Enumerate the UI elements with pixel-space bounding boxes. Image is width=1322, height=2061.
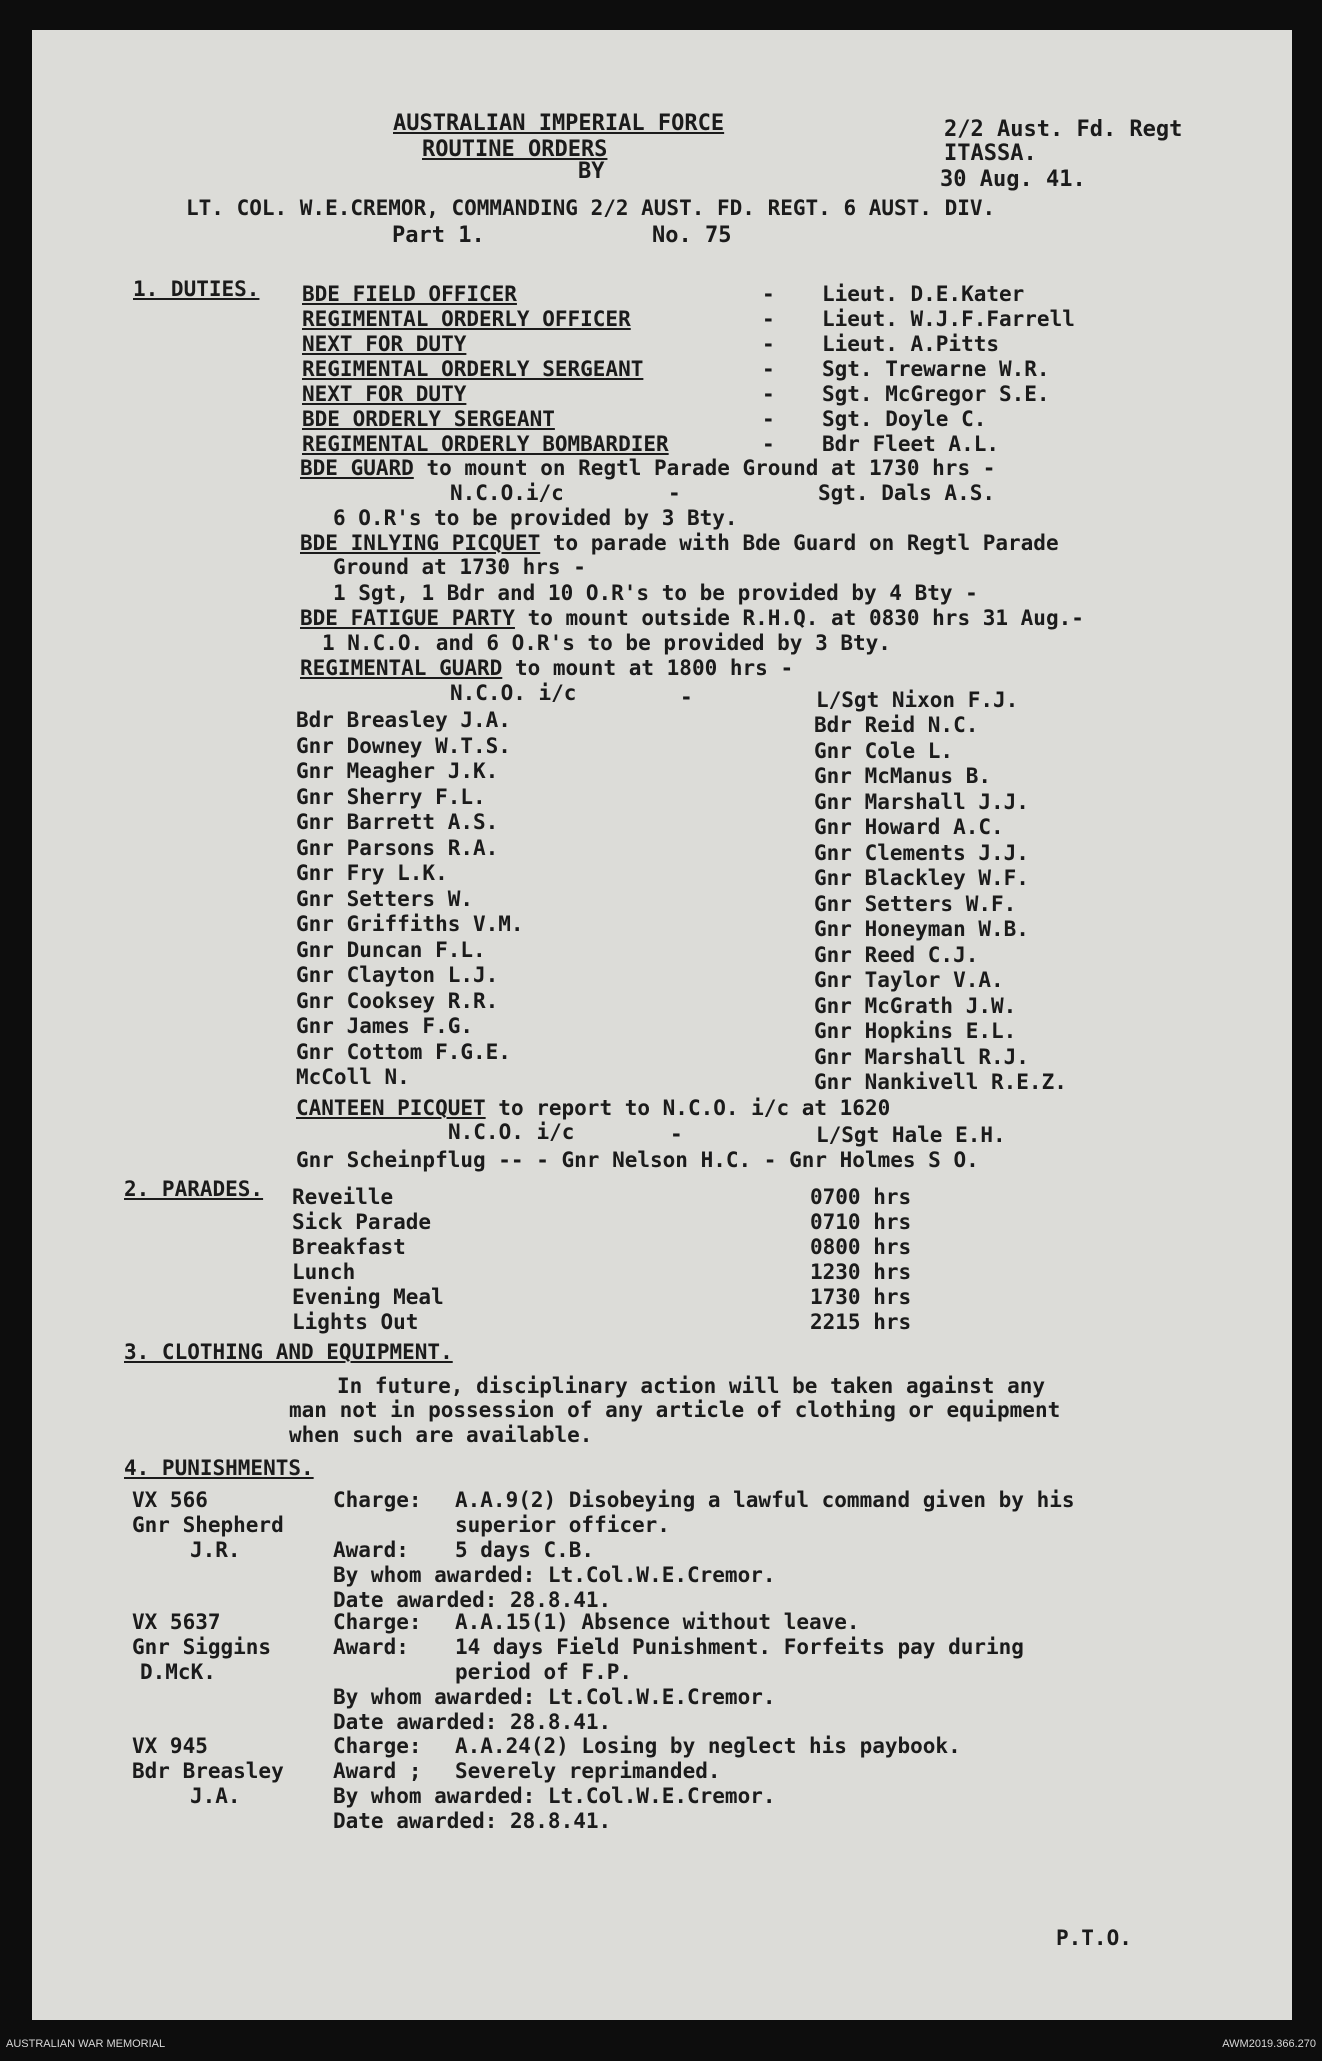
parade-label: Breakfast	[292, 1235, 406, 1259]
picquet-text: to parade with Bde Guard on Regtl Parade	[540, 531, 1059, 555]
header-date: 30 Aug. 41.	[940, 167, 1086, 192]
guard-member: Gnr Meagher J.K.	[296, 759, 499, 783]
guard-member: Gnr Taylor V.A.	[814, 968, 1004, 992]
award-text: 5 days C.B.	[455, 1538, 595, 1562]
header-unit: 2/2 Aust. Fd. Regt	[944, 117, 1183, 142]
guard-member: Gnr Reed C.J.	[814, 942, 979, 967]
guard-member: Gnr Duncan F.L.	[296, 937, 486, 962]
duty-role: BDE ORDERLY SERGEANT	[302, 407, 555, 431]
guard-member: Gnr McManus B.	[814, 764, 992, 788]
award-label: Award:	[333, 1538, 409, 1562]
duty-name: Lieut. A.Pitts	[822, 332, 1000, 356]
parade-label: Evening Meal	[292, 1285, 444, 1309]
duty-name: Lieut. W.J.F.Farrell	[822, 307, 1075, 331]
regimental-guard-nco-label: N.C.O. i/c	[450, 681, 577, 705]
guard-member: McColl N.	[296, 1065, 410, 1089]
guard-member: Gnr Clements J.J.	[814, 840, 1029, 865]
guard-member: Gnr Clayton L.J.	[296, 963, 499, 987]
award-text: 14 days Field Punishment. Forfeits pay during	[455, 1635, 1024, 1659]
guard-title: BDE GUARD	[300, 456, 414, 480]
guard-member: Gnr Hopkins E.L.	[814, 1019, 1017, 1043]
guard-member: Gnr James F.G.	[296, 1014, 474, 1038]
duty-role: NEXT FOR DUTY	[302, 382, 467, 406]
guard-member: Gnr Honeyman W.B.	[814, 917, 1029, 941]
section-heading-clothing: 3. CLOTHING AND EQUIPMENT.	[124, 1340, 453, 1364]
awarded-by: By whom awarded: Lt.Col.W.E.Cremor.	[333, 1563, 776, 1587]
duty-dash: -	[762, 282, 775, 306]
guard-member: Gnr Cole L.	[814, 738, 954, 763]
duty-name: Bdr Fleet A.L.	[822, 432, 1000, 456]
regimental-guard-nco-dash: -	[680, 685, 693, 709]
duty-role: REGIMENTAL ORDERLY BOMBARDIER	[302, 432, 669, 456]
soldier-number: VX 945	[132, 1734, 208, 1758]
award-date: Date awarded: 28.8.41.	[333, 1588, 612, 1612]
canteen-text: to report to N.C.O. i/c at 1620	[485, 1096, 891, 1120]
soldier-name: Gnr Shepherd	[132, 1513, 284, 1537]
guard-ors: 6 O.R's to be provided by 3 Bty.	[333, 506, 738, 530]
guard-member: Gnr McGrath J.W.	[814, 993, 1017, 1018]
duty-role: REGIMENTAL ORDERLY SERGEANT	[302, 357, 644, 381]
parade-time: 0700 hrs	[810, 1185, 912, 1209]
awarded-by: By whom awarded: Lt.Col.W.E.Cremor.	[333, 1784, 776, 1808]
guard-member: Gnr Downey W.T.S.	[296, 733, 511, 758]
header-title: AUSTRALIAN IMPERIAL FORCE	[393, 111, 725, 136]
guard-member: Gnr Fry L.K.	[296, 861, 448, 885]
duty-role: REGIMENTAL ORDERLY OFFICER	[302, 307, 631, 331]
duty-role: NEXT FOR DUTY	[302, 332, 467, 356]
award-label: Award ;	[333, 1759, 422, 1783]
parade-time: 1730 hrs	[810, 1285, 912, 1309]
guard-member: Gnr Marshall R.J.	[814, 1044, 1029, 1069]
parade-label: Sick Parade	[292, 1210, 432, 1234]
parade-time: 0710 hrs	[810, 1210, 912, 1234]
header-commander: LT. COL. W.E.CREMOR, COMMANDING 2/2 AUST. FD. REGT. 6 AUST. DIV.	[186, 196, 996, 220]
picquet-ors: 1 Sgt, 1 Bdr and 10 O.R's to be provided by 4 Bty -	[333, 581, 978, 605]
canteen-nco-name: L/Sgt Hale E.H.	[816, 1123, 1006, 1147]
guard-member: Gnr Sherry F.L.	[296, 784, 486, 809]
guard-nco-dash: -	[668, 481, 681, 505]
duty-name: Sgt. McGregor S.E.	[822, 382, 1050, 406]
guard-member: Gnr Griffiths V.M.	[296, 912, 524, 936]
soldier-initials: J.R.	[190, 1538, 241, 1562]
parade-label: Lunch	[292, 1260, 356, 1284]
soldier-name: Bdr Breasley	[132, 1759, 284, 1783]
regimental-guard-nco-name: L/Sgt Nixon F.J.	[816, 688, 1019, 712]
duty-name: Lieut. D.E.Kater	[822, 282, 1025, 306]
picquet-text-2: Ground at 1730 hrs -	[333, 555, 586, 579]
guard-member: Gnr Cottom F.G.E.	[296, 1039, 511, 1064]
duty-dash: -	[762, 382, 775, 406]
duty-dash: -	[762, 407, 775, 431]
award-text: period of F.P.	[455, 1660, 633, 1684]
guard-member: Gnr Marshall J.J.	[814, 789, 1029, 814]
guard-member: Gnr Setters W.	[296, 886, 474, 911]
canteen-title: CANTEEN PICQUET	[296, 1096, 486, 1120]
charge-label: Charge:	[333, 1734, 422, 1758]
parade-time: 2215 hrs	[810, 1310, 912, 1334]
duty-dash: -	[762, 307, 775, 331]
guard-member: Bdr Reid N.C.	[814, 713, 979, 737]
guard-text: to mount on Regtl Parade Ground at 1730 hrs -	[413, 456, 996, 480]
footer-credit: AUSTRALIAN WAR MEMORIAL	[6, 2038, 166, 2050]
section-heading-parades: 2. PARADES.	[124, 1177, 264, 1201]
guard-member: Gnr Parsons R.A.	[296, 835, 499, 860]
award-text: Severely reprimanded.	[455, 1759, 721, 1783]
guard-member: Gnr Setters W.F.	[814, 891, 1017, 916]
award-label: Award:	[333, 1635, 409, 1659]
soldier-number: VX 566	[132, 1488, 208, 1512]
guard-nco-label: N.C.O.i/c	[450, 481, 564, 505]
parade-label: Reveille	[292, 1185, 394, 1209]
fatigue-ors: 1 N.C.O. and 6 O.R's to be provided by 3 Bty.	[322, 631, 891, 655]
duty-name: Sgt. Doyle C.	[822, 407, 987, 431]
charge-text: A.A.9(2) Disobeying a lawful command given by his	[455, 1488, 1075, 1512]
award-date: Date awarded: 28.8.41.	[333, 1809, 612, 1833]
charge-label: Charge:	[333, 1488, 422, 1512]
header-part: Part 1.	[392, 223, 485, 248]
soldier-name: Gnr Siggins	[132, 1635, 272, 1659]
guard-member: Bdr Breasley J.A.	[296, 708, 511, 732]
section-heading-punishments: 4. PUNISHMENTS.	[124, 1456, 314, 1480]
canteen-nco-dash: -	[670, 1122, 683, 1146]
header-subtitle: ROUTINE ORDERS	[422, 137, 608, 162]
charge-text: A.A.24(2) Losing by neglect his paybook.	[455, 1734, 961, 1758]
section-heading-duties: 1. DUTIES.	[133, 277, 260, 301]
header-by: BY	[578, 159, 605, 184]
canteen-members: Gnr Scheinpflug -- - Gnr Nelson H.C. - Gnr Holmes S O.	[296, 1148, 979, 1172]
guard-member: Gnr Nankivell R.E.Z.	[814, 1070, 1067, 1094]
duty-dash: -	[762, 357, 775, 381]
soldier-initials: J.A.	[190, 1784, 241, 1808]
parade-label: Lights Out	[292, 1310, 419, 1334]
awarded-by: By whom awarded: Lt.Col.W.E.Cremor.	[333, 1685, 776, 1709]
soldier-initials: D.McK.	[140, 1660, 216, 1684]
pto-mark: P.T.O.	[1056, 1926, 1132, 1950]
clothing-line-3: when such are available.	[289, 1423, 593, 1447]
guard-member: Gnr Blackley W.F.	[814, 866, 1029, 890]
fatigue-text: to mount outside R.H.Q. at 0830 hrs 31 Aug.-	[514, 606, 1084, 630]
duty-dash: -	[762, 332, 775, 356]
award-date: Date awarded: 28.8.41.	[333, 1710, 612, 1734]
soldier-number: VX 5637	[132, 1610, 221, 1634]
header-number: No. 75	[652, 223, 732, 248]
charge-label: Charge:	[333, 1610, 422, 1634]
clothing-line-1: In future, disciplinary action will be taken against any	[337, 1374, 1046, 1398]
duty-name: Sgt. Trewarne W.R.	[822, 357, 1050, 381]
canteen-nco-label: N.C.O. i/c	[448, 1120, 575, 1144]
guard-member: Gnr Barrett A.S.	[296, 810, 499, 834]
guard-member: Gnr Cooksey R.R.	[296, 988, 499, 1013]
guard-member: Gnr Howard A.C.	[814, 815, 1004, 839]
duty-dash: -	[762, 432, 775, 456]
charge-text: superior officer.	[455, 1513, 670, 1537]
parade-time: 0800 hrs	[810, 1235, 912, 1259]
picquet-title: BDE INLYING PICQUET	[300, 531, 541, 555]
clothing-line-2: man not in possession of any article of clothing or equipment	[289, 1398, 1061, 1422]
regimental-guard-title: REGIMENTAL GUARD	[300, 656, 503, 680]
footer-reference: AWM2019.366.270	[1222, 2038, 1316, 2050]
guard-nco-name: Sgt. Dals A.S.	[818, 481, 996, 505]
duty-role: BDE FIELD OFFICER	[302, 282, 517, 306]
charge-text: A.A.15(1) Absence without leave.	[455, 1610, 860, 1634]
parade-time: 1230 hrs	[810, 1260, 912, 1284]
document-page	[32, 30, 1292, 2020]
header-place: ITASSA.	[944, 141, 1037, 166]
regimental-guard-text: to mount at 1800 hrs -	[502, 656, 794, 680]
fatigue-title: BDE FATIGUE PARTY	[300, 606, 515, 630]
